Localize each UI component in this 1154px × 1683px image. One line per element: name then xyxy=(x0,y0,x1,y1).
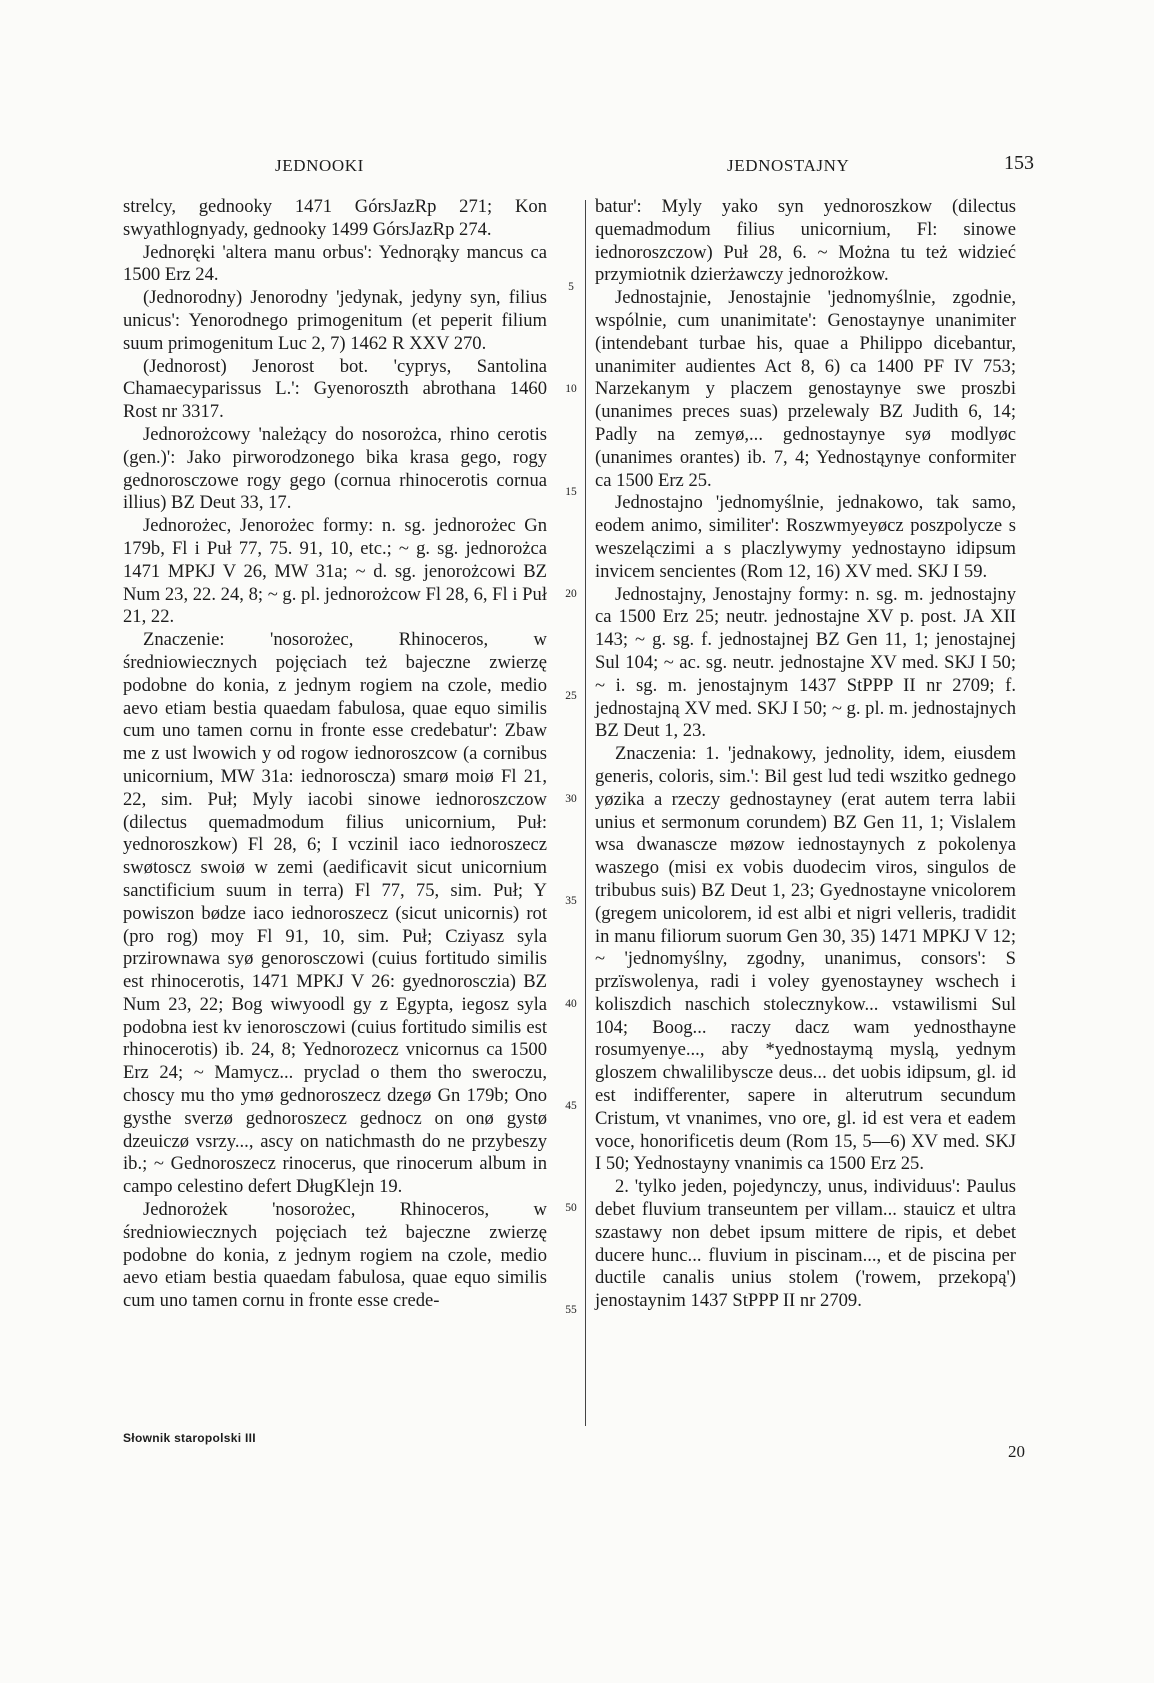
entry-continuation: strelcy, gednooky 1471 GórsJazRp 271; Kon swyathlognyady, gednooky 1499 GórsJazRp 274. xyxy=(123,196,547,240)
entry-jednostajny-forms: Jednostajny, Jenostajny formy: n. sg. m. jednostajny ca 1500 Erz 25; neutr. jednostajne XV p. post. JA XII 143; ~ g. sg. f. jednostajnej BZ Gen 11, 1; jenostajnej Sul 104; ~ ac. sg. neutr. jednostajne XV med. SKJ I 50; ~ i. sg. m. jenostajnym 1437 StPPP II nr 2709; f. jednostajną XV med. SKJ I 50; ~ g. pl. m. jednostajnych BZ Deut 1, 23. xyxy=(595,583,1016,742)
running-header xyxy=(0,148,1154,178)
line-number: 30 xyxy=(565,793,577,805)
entry-jednorozec-meaning: Znaczenie: 'nosorożec, Rhinoceros, w średniowiecznych pojęciach też bajeczne zwierzę podobne do konia, z jednym rogiem na czole, medio aevo etiam bestia quaedam fabulosa, quae equo similis cum uno tamen cornu in fronte esse credebatur': Zbaw me z ust lwowich y od rogow iednoroszcow (a cornibus unicornium, MW 31a: iednoroscza) smarø moiø Fl 21, 22, sim. Puł; Myly iacobi sinowe iednoroszczow (dilectus quemadmodum filius unicornium, Puł: yednoroszkow) Fl 28, 6; I vczinil iaco iednoroszecz swøtoscz swoiø w zemi (aedificavit sicut unicornium sanctificium suum in terra) Fl 77, 75, sim. Puł; Y powiszon bødze iaco iednoroszecz (sicut unicornis) rot (pro rog) moy Fl 91, 10, sim. Puł; Cziyasz syla przirownawa syø genorosczowi (cuius fortitudo similis est rhinocerotis, 1471 MPKJ V 26: gyednorosczia) BZ Num 23, 22; Bog wiwyoodl gy z Egypta, iegosz syla podobna iest kv ienorosczowi (cuius fortitudo similis est rhinocerotis) ib. 24, 8; Yednorozecz vnicornus ca 1500 Erz 24; ~ Mamycz... pryclad o them tho sweroczu, choscy mu tho ymø gednoroszecz dzegø Gn 179b; Ono gysthe sverzø gednoroszecz gednocz on onø gystø dzeuiczø vsrzy..., ascy on natichmasth do ne przybeszy ib.; ~ Gednoroszecz rinocerus, que rinocerum album in campo celestino defert DługKlejn 19. xyxy=(123,629,547,1198)
page-number: 153 xyxy=(1004,152,1034,174)
footer-signature: Słownik staropolski III xyxy=(123,1431,256,1445)
entry-jednostajny-meaning-2: 2. 'tylko jeden, pojedynczy, unus, individuus': Paulus debet fluvium transeuntem per villam... stauicz et ultra szastawy non debet ipsum mittere de ripis, et debet ducere hunc... fluvium in piscinam..., et de piscina per ductile canalis unius stolem ('rowem, przekopą') jenostaynim 1437 StPPP II nr 2709. xyxy=(595,1176,1016,1312)
right-column xyxy=(595,196,1016,1313)
entry-jednostajnie: Jednostajnie, Jenostajnie 'jednomyślnie, zgodnie, wspólnie, cum unanimitate': Genostaynye unanimiter (intendebant turbae his, quae a Philippo dicebantur, unanimiter audientes Act 8, 6) ca 1400 PF IV 753; Narzekanym y placzem genostaynye swe proszbi (unanimes preces suas) przelewaly BZ Judith 6, 14; Padly na zemyø,... gednostaynye syø modlyøc (unanimes orantes) ib. 7, 4; Yednostąynye conformiter ca 1500 Erz 25. xyxy=(595,287,1016,491)
column-divider xyxy=(585,200,586,1426)
line-number: 50 xyxy=(565,1202,577,1214)
line-number: 20 xyxy=(565,588,577,600)
entry-jednorozek-continuation: batur': Myly yako syn yednoroszkow (dilectus quemadmodum filius unicornium, Fl: sinowe iednoroszczow) Puł 28, 6. ~ Można tu też widzieć przymiotnik dzierżawczy jednorożkow. xyxy=(595,196,1016,286)
entry-jednorodny: (Jednorodny) Jenorodny 'jedynak, jedyny syn, filius unicus': Yenorodnego primogenitum (et peperit filium suum primogenitum Luc 2, 7) 1462 R XXV 270. xyxy=(123,287,547,354)
line-number: 35 xyxy=(565,895,577,907)
line-number: 10 xyxy=(565,383,577,395)
line-number: 55 xyxy=(565,1304,577,1316)
entry-jednoreki: Jednoręki 'altera manu orbus': Yednorąky mancus ca 1500 Erz 24. xyxy=(123,241,547,286)
line-number: 45 xyxy=(565,1100,577,1112)
entry-jednorozec-forms: Jednorożec, Jenorożec formy: n. sg. jednorożec Gn 179b, Fl i Puł 77, 75. 91, 10, etc.; ~ g. sg. jednorożca 1471 MPKJ V 26, MW 31a; ~ d. sg. jenorożcowi BZ Num 23, 22. 24, 8; ~ g. pl. jednorożcow Fl 28, 6, Fl i Puł 21, 22. xyxy=(123,515,547,628)
header-right-guideword: JEDNOSTAJNY xyxy=(727,156,850,175)
entry-jednorost: (Jednorost) Jenorost bot. 'cyprys, Santolina Chamaecyparissus L.': Gyenoroszth abrothana 1460 Rost nr 3317. xyxy=(123,355,547,423)
line-number: 5 xyxy=(568,281,574,293)
left-column xyxy=(123,196,547,1313)
footer-sheet-number: 20 xyxy=(1008,1442,1025,1461)
entry-jednorozcowy: Jednorożcowy 'należący do nosorożca, rhino cerotis (gen.)': Jako pirworodzonego bika krasa gego, rogy gednorosczowe rogy gego (cornua rhinocerotis cornua illius) BZ Deut 33, 17. xyxy=(123,423,547,514)
line-number: 40 xyxy=(565,998,577,1010)
line-number: 15 xyxy=(565,486,577,498)
entry-jednorozek: Jednorożek 'nosorożec, Rhinoceros, w średniowiecznych pojęciach też bajeczne zwierzę podobne do konia, z jednym rogiem na czole, medio aevo etiam bestia quaedam fabulosa, quae equo similis cum uno tamen cornu in fronte esse crede- xyxy=(123,1199,547,1312)
line-number: 25 xyxy=(565,690,577,702)
header-left-guideword: JEDNOOKI xyxy=(275,156,364,175)
entry-jednostajno: Jednostajno 'jednomyślnie, jednakowo, tak samo, eodem animo, similiter': Roszwmyeyøcz poszpolycze s weszelączimi a s placzlywymy yednostayno idipsum invicem sencientes (Rom 12, 16) XV med. SKJ I 59. xyxy=(595,492,1016,582)
entry-jednostajny-meaning-1: Znaczenia: 1. 'jednakowy, jednolity, idem, eiusdem generis, coloris, sim.': Bil gest lud tedi wszitko gednego yøzika a rzeczy gednostayney (erat autem terra labii unius et sermonum corundem) BZ Gen 11, 1; Vislalem wsa dwanascze møzow iednostaynych z pokolenya waszego (misi ex vobis duodecim viros, singulos de tribubus suis) BZ Deut 1, 23; Gyednostayne vnicolorem (gregem unicolorem, id est albi et nigri velleris, tradidit in manu filiorum suorum Gen 30, 35) 1471 MPKJ V 12; ~ 'jednomyślny, zgodny, unanimus, consors': S przïswolenya, radi i voley gyenostayney wschech i koliszdich naschich stolecznykow... vstawilismi Sul 104; Boog... raczy dacz wam yednosthayne rosumyenye..., aby *yednostaymą myslą, yednym gloszem chwalilibyscze deus... det uobis idipsum, gl. id est indifferenter, sapere in alterutrum secundum Cristum, vt vnanimes, vno ore, gl. id est vera et eadem voce, honorificetis deum (Rom 15, 5—6) XV med. SKJ I 50; Yednostayny vnanimis ca 1500 Erz 25. xyxy=(595,743,1016,1175)
